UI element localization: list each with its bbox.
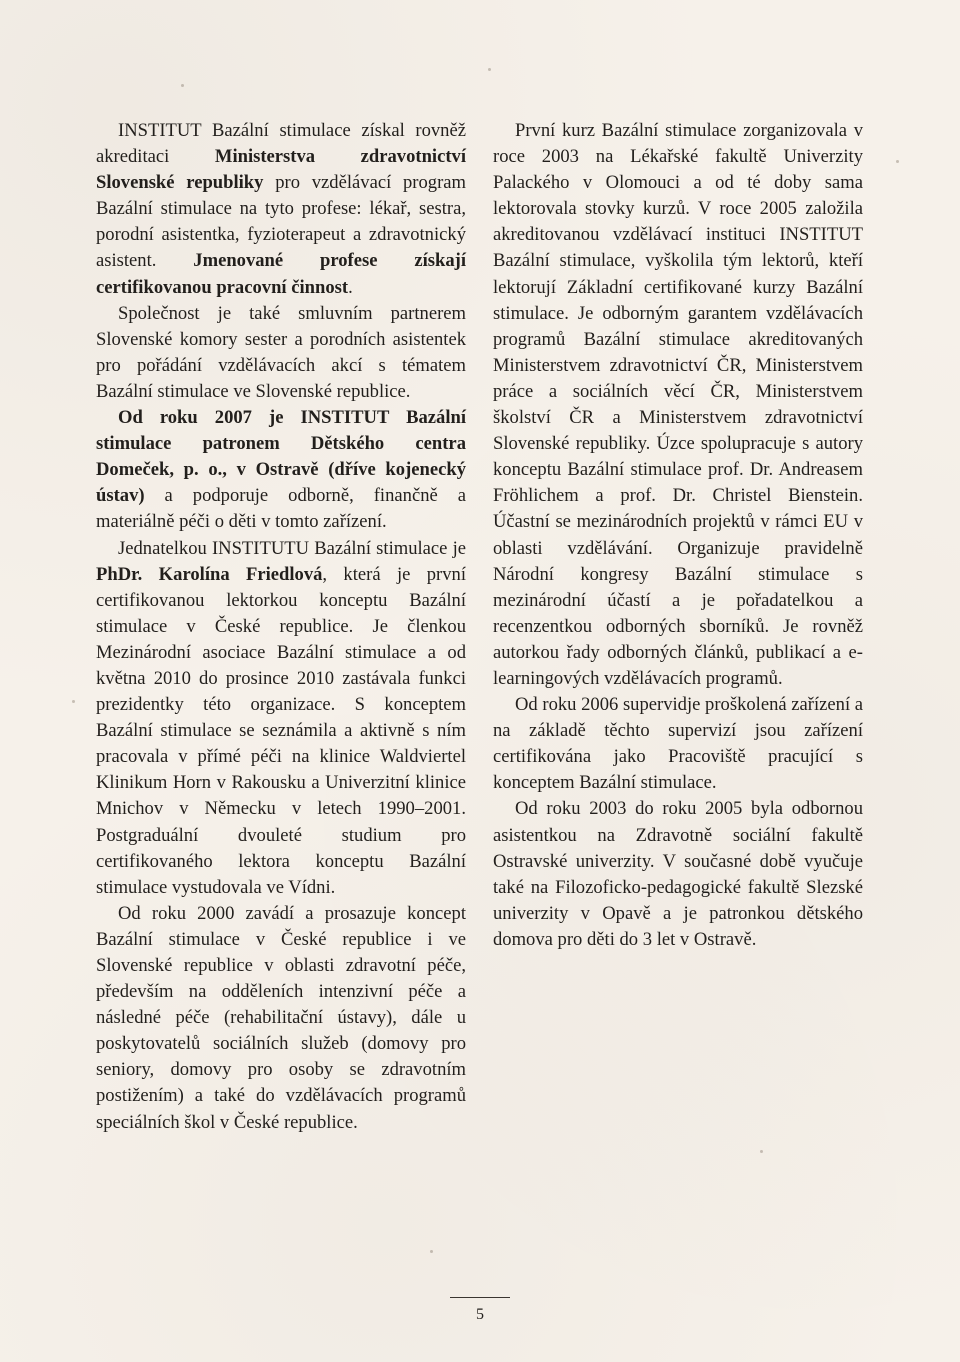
paper-speck — [72, 700, 75, 703]
paragraph-partnership: Společnost je také smluvním partnerem Slovenské komory sester a porodních asistentek pro pořádání vzdělávacích akcí s tématem Bazální stimulace ve Slovenské republice. — [96, 302, 466, 402]
paragraph-first-course: První kurz Bazální stimulace zorganizovala v roce 2003 na Lékařské fakultě Univerzity Palackého v Olomouci a od té doby sama lektorovala stovky kurzů. V roce 2005 založila akreditovanou vzdělávací instituci INSTITUT Bazální stimulace, vyškolila tým lektorů, kteří lektorují Základní certifikované kurzy Bazální stimulace. Je odborným garantem vzdělávacích programů Bazální stimulace akreditovaných Ministerstvem zdravotnictví ČR, Ministerstvem práce a sociálních věcí ČR, Ministerstvem školství ČR a Ministerstvem zdravotnictví Slovenské republiky. Úzce spolupracuje s autory konceptu Bazální stimulace prof. Dr. Andreasem Fröhlichem a prof. Dr. Christel Bienstein. Účastní se mezinárodních projektů v rámci EU v oblasti vzdělávání. Organizuje pravidelně Národní kongresy Bazální stimulace s mezinárodní účastí a je pořadatelkou a recenzentkou odborných sborníků. Je rovněž autorkou řady odborných článků, publikací a e-learningových vzdělávacích programů. — [493, 120, 863, 689]
paragraph-accreditation-slovakia — [96, 118, 466, 301]
paper-speck — [760, 1150, 763, 1153]
text-span: INSTITUT Bazální stimulace získal rovněž akreditaci — [96, 120, 466, 168]
text-span: , která je první certifikovanou lektorkou konceptu Bazální stimulace v České republice. Je členkou Mezinárodní asociace Bazální stimulace a od května 2010 do prosince 2010 zastávala funkci prezidentky této organizace. S konceptem Bazální stimulace se seznámila a aktivně s ním pracovala v přímé péči na klinice Waldviertel Klinikum Horn v Rakousku a Univerzitní klinice Mnichov v Německu v letech 1990–2001. Postgraduální dvouleté studium pro certifikovaného lektora konceptu Bazální stimulace vystudovala ve Vídni. — [96, 563, 466, 898]
paper-speck — [430, 1250, 433, 1253]
paragraph-supervision: Od roku 2006 supervidje proškolená zařízení a na základě těchto supervizí jsou zařízení certifikována jako Pracoviště pracující s konceptem Bazální stimulace. — [493, 694, 864, 794]
text-span: pro vzdělávací program Bazální stimulace na tyto profese: lékař, sestra, porodní asistentka, fyzioterapeut a zdravotnický asistent. — [96, 172, 466, 272]
paragraph-director — [96, 536, 466, 901]
paragraph-patronage — [96, 405, 466, 535]
paper-speck — [488, 68, 491, 71]
page-number: 5 — [476, 1306, 484, 1323]
left-column — [96, 118, 466, 1136]
bold-director-name: PhDr. Karolína Friedlová — [96, 563, 323, 585]
paper-speck — [896, 160, 899, 163]
text-span: Jednatelkou INSTITUTU Bazální stimulace je — [118, 537, 466, 559]
footer-rule — [450, 1297, 510, 1298]
text-span: . — [348, 276, 353, 298]
paragraph-university: Od roku 2003 do roku 2005 byla odbornou asistentkou na Zdravotně sociální fakultě Ostravské univerzity. V současné době vyučuje také na Filozoficko-pedagogické fakultě Slezské univerzity v Opavě a je patronkou dětského domova pro děti do 3 let v Ostravě. — [493, 798, 863, 950]
right-column — [493, 118, 863, 953]
bold-ministry-name: Ministerstva zdravotnictví Slovenské republiky — [96, 146, 466, 194]
text-span: a podporuje odborně, finančně a materiálně péči o děti v tomto zařízení. — [96, 485, 466, 533]
paper-speck — [181, 84, 184, 87]
paragraph-implementation: Od roku 2000 zavádí a prosazuje koncept Bazální stimulace v České republice i ve Slovenské republice v oblasti zdravotní péče, především na odděleních intenzivní péče a následné péče (rehabilitační ústavy), dále u poskytovatelů sociálních služeb (domovy pro seniory, domovy pro osoby se zdravotním postižením) a také do vzdělávacích programů speciálních škol v České republice. — [96, 902, 466, 1133]
bold-patronage-statement: Od roku 2007 je INSTITUT Bazální stimulace patronem Dětského centra Domeček, p. o., v Ostravě (dříve kojenecký ústav) — [96, 407, 466, 507]
bold-certified-activity: Jmenované profese získají certifikovanou pracovní činnost — [96, 250, 466, 298]
